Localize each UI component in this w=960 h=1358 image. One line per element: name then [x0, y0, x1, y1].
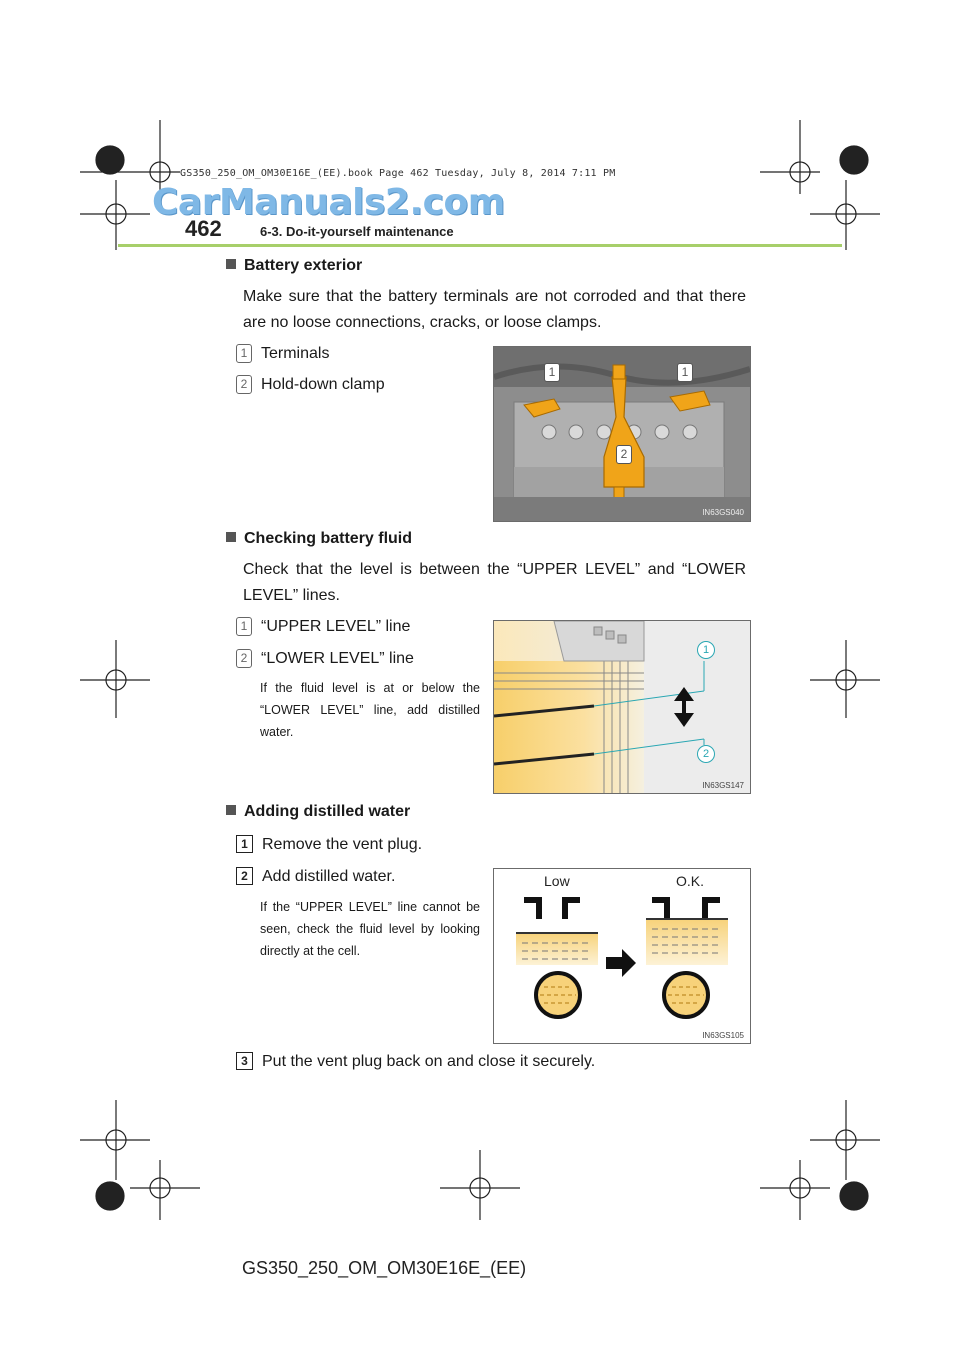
fluid-level-figure: [493, 620, 751, 794]
figure-callout-terminal-right: 1: [677, 363, 693, 382]
checking-fluid-note: If the fluid level is at or below the “LOWER LEVEL” line, add distilled water.: [260, 681, 480, 739]
step-number: 1: [236, 835, 253, 853]
heading-battery-exterior: Battery exterior: [226, 257, 362, 275]
callout-number: 2: [236, 649, 252, 668]
heading-adding-water: Adding distilled water: [226, 803, 410, 821]
square-bullet-icon: [226, 805, 236, 815]
figure-callout-lower: 2: [697, 745, 715, 763]
callout-number: 1: [236, 617, 252, 636]
section-title: 6-3. Do-it-yourself maintenance: [260, 224, 454, 239]
callout-number: 1: [236, 344, 252, 363]
checking-fluid-text: Check that the level is between the “UPPER LEVEL” and “LOWER LEVEL” lines.: [243, 561, 746, 604]
step-3: 3 Put the vent plug back on and close it securely.: [236, 1052, 595, 1071]
page-number: 462: [185, 216, 222, 241]
adding-water-note: If the “UPPER LEVEL” line cannot be seen, check the fluid level by looking directly at the cell.: [260, 900, 480, 958]
step-2: 2 Add distilled water.: [236, 867, 395, 886]
arrow-right-icon: [606, 949, 636, 977]
item-terminals: 1 Terminals: [236, 344, 329, 363]
battery-exterior-text: Make sure that the battery terminals are not corroded and that there are no loose connections, cracks, or loose clamps.: [243, 288, 746, 331]
square-bullet-icon: [226, 259, 236, 269]
step-number: 3: [236, 1052, 253, 1070]
figure-callout-terminal-left: 1: [544, 363, 560, 382]
step-number: 2: [236, 867, 253, 885]
water-level-comparison-illustration: [494, 869, 750, 1043]
item-lower-level: 2 “LOWER LEVEL” line: [236, 649, 414, 668]
step-1: 1 Remove the vent plug.: [236, 835, 422, 854]
label-low: Low: [544, 873, 570, 889]
battery-exterior-figure: [493, 346, 751, 522]
figure-callout-upper: 1: [697, 641, 715, 659]
book-file-line: GS350_250_OM_OM30E16E_(EE).book Page 462 Tuesday, July 8, 2014 7:11 PM: [180, 168, 616, 179]
item-upper-level: 1 “UPPER LEVEL” line: [236, 617, 410, 636]
heading-checking-fluid: Checking battery fluid: [226, 530, 412, 548]
callout-number: 2: [236, 375, 252, 394]
item-hold-down-clamp: 2 Hold-down clamp: [236, 375, 385, 394]
water-level-figure: [493, 868, 751, 1044]
battery-photo-illustration: [494, 347, 750, 521]
watermark: CarManuals2.com: [152, 182, 505, 223]
figure-code: IN63GS105: [702, 1031, 744, 1040]
footer-code: GS350_250_OM_OM30E16E_(EE): [242, 1258, 527, 1278]
square-bullet-icon: [226, 532, 236, 542]
figure-code: IN63GS147: [702, 781, 744, 790]
figure-callout-clamp: 2: [616, 445, 632, 464]
figure-code: IN63GS040: [702, 508, 744, 517]
header-rule: [118, 244, 842, 247]
label-ok: O.K.: [676, 873, 705, 889]
